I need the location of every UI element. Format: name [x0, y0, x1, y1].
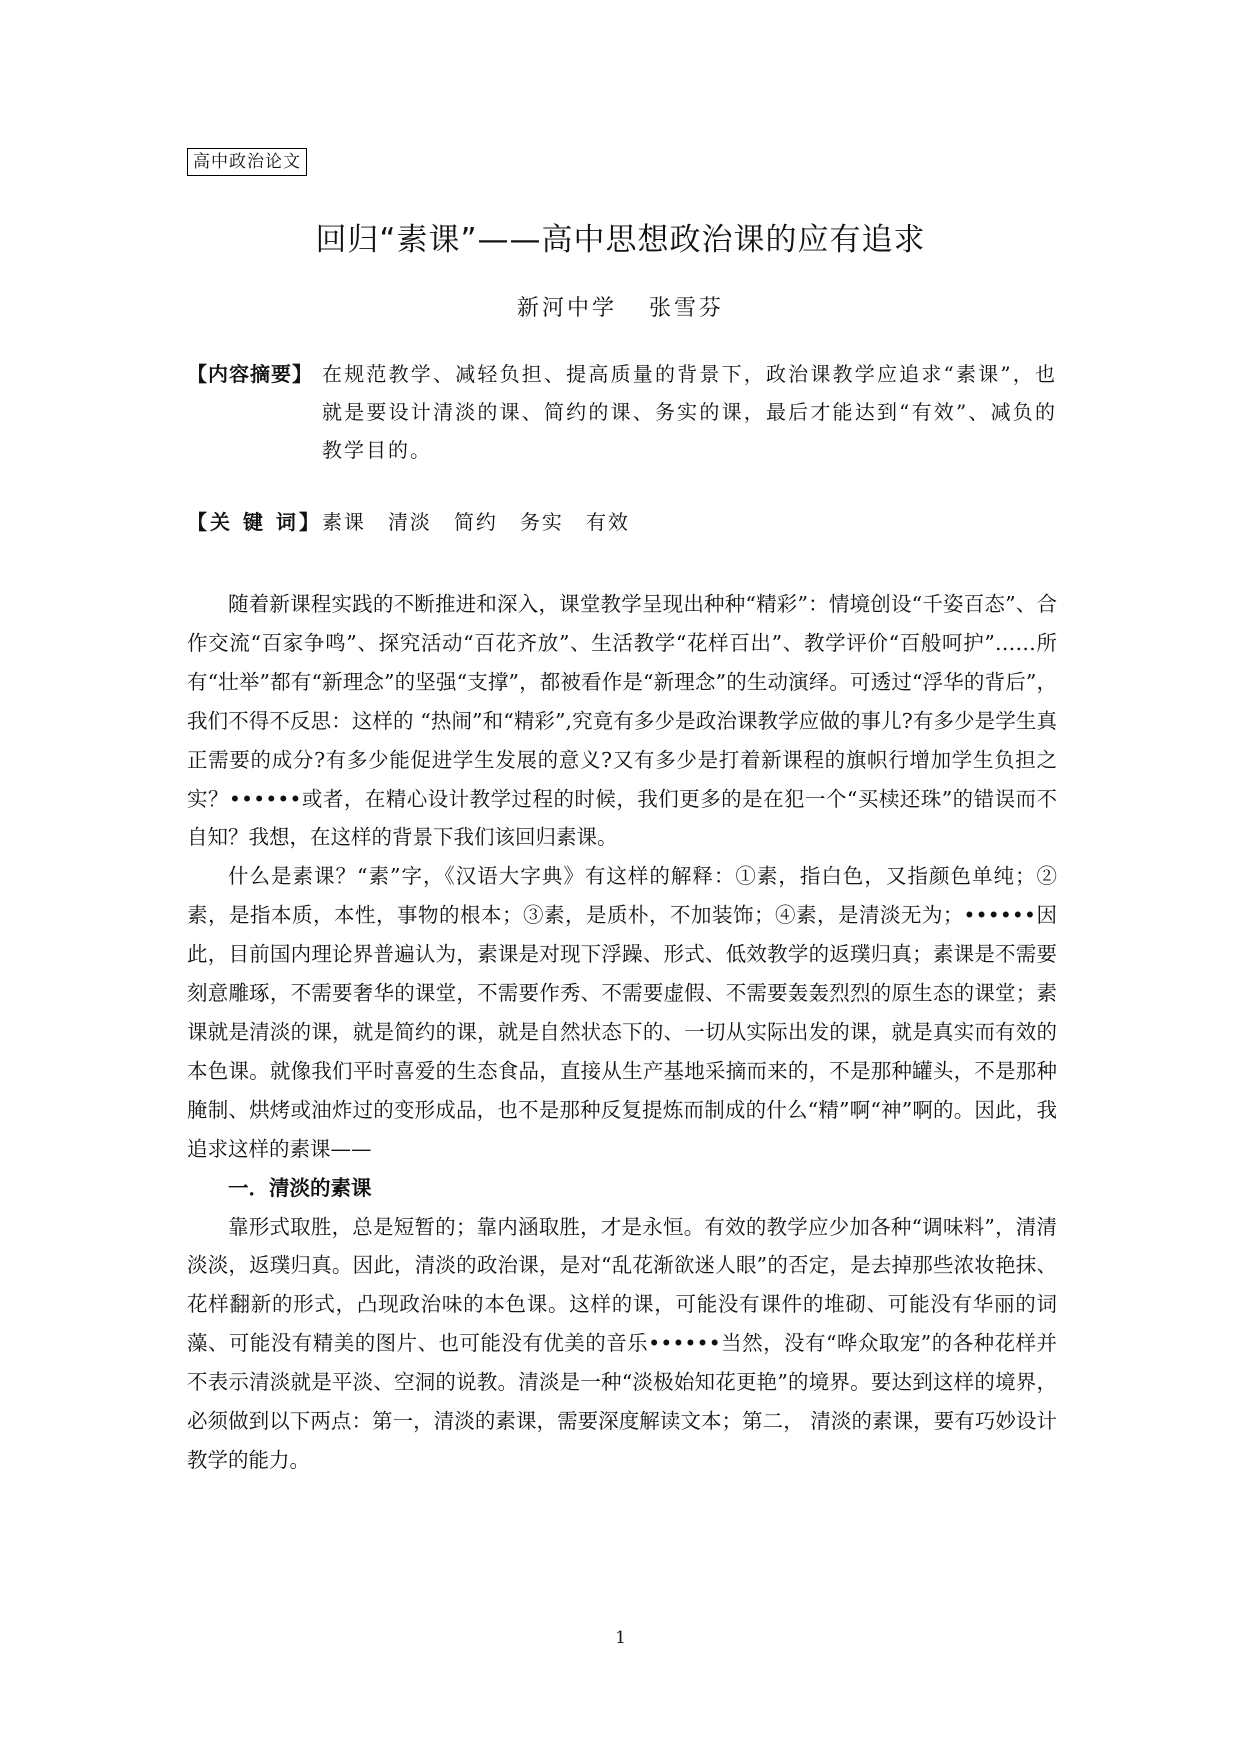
keyword-item: 务实: [519, 510, 564, 534]
section-heading: 一．清淡的素课: [228, 1175, 372, 1200]
abstract-block: [187, 355, 1057, 469]
author-school: 新河中学: [516, 296, 617, 321]
abstract-label: 【内容摘要】: [187, 362, 313, 386]
keyword-item: 简约: [453, 510, 498, 534]
keyword-item: 有效: [585, 510, 630, 534]
body-paragraph: 随着新课程实践的不断推进和深入，课堂教学呈现出种种“精彩”：情境创设“千姿百态”、合作交流“百家争鸣”、探究活动“百花齐放”、生活教学“花样百出”、教学评价“百般呵护”……所有“壮举”都有“新理念”的坚强“支撑”，都被看作是“新理念”的生动演绎。可透过“浮华的背后”，我们不得不反思：这样的 “热闹”和“精彩”,究竟有多少是政治课教学应做的事儿?有多少是学生真正需要的成分?有多少能促进学生发展的意义?又有多少是打着新课程的旗帜行增加学生负担之实？••••••或者，在精心设计教学过程的时候，我们更多的是在犯一个“买椟还珠”的错误而不自知？我想，在这样的背景下我们该回归素课。: [187, 592, 1057, 850]
author-line: [0, 293, 1241, 325]
keywords-block: [187, 506, 652, 538]
abstract-text: 在规范教学、减轻负担、提高质量的背景下，政治课教学应追求“素课”，也就是要设计清淡的课、简约的课、务实的课，最后才能达到“有效”、减负的教学目的。: [322, 362, 1057, 462]
keyword-item: 清淡: [387, 510, 432, 534]
paper-title: 回归“素课”——高中思想政治课的应有追求: [315, 222, 926, 258]
page-number: 1: [615, 1628, 626, 1648]
body-text: [187, 585, 1057, 1480]
keyword-item: 素课: [321, 510, 366, 534]
body-paragraph: 什么是素课？“素”字，《汉语大字典》有这样的解释：①素，指白色，又指颜色单纯；②素，是指本质，本性，事物的根本；③素，是质朴，不加装饰；④素，是清淡无为；••••••因此，目前国内理论界普遍认为，素课是对现下浮躁、形式、低效教学的返璞归真；素课是不需要刻意雕琢，不需要奢华的课堂，不需要作秀、不需要虚假、不需要轰轰烈烈的原生态的课堂；素课就是清淡的课，就是简约的课，就是自然状态下的、一切从实际出发的课，就是真实而有效的本色课。就像我们平时喜爱的生态食品，直接从生产基地采摘而来的，不是那种罐头，不是那种腌制、烘烤或油炸过的变形成品，也不是那种反复提炼而制成的什么“精”啊“神”啊的。因此，我追求这样的素课——: [187, 864, 1057, 1161]
document-category-tag: 高中政治论文: [187, 148, 307, 176]
author-name: 张雪芬: [649, 296, 725, 321]
keywords-label: 【关 键 词】: [187, 510, 322, 534]
body-paragraph: 靠形式取胜，总是短暂的；靠内涵取胜，才是永恒。有效的教学应少加各种“调味料”，清清淡淡，返璞归真。因此，清淡的政治课，是对“乱花渐欲迷人眼”的否定，是去掉那些浓妆艳抹、花样翻新的形式，凸现政治味的本色课。这样的课，可能没有课件的堆砌、可能没有华丽的词藻、可能没有精美的图片、也可能没有优美的音乐••••••当然，没有“哗众取宠”的各种花样并不表示清淡就是平淡、空洞的说教。清淡是一种“淡极始知花更艳”的境界。要达到这样的境界，必须做到以下两点：第一，清淡的素课，需要深度解读文本；第二， 清淡的素课，要有巧妙设计教学的能力。: [187, 1214, 1057, 1472]
